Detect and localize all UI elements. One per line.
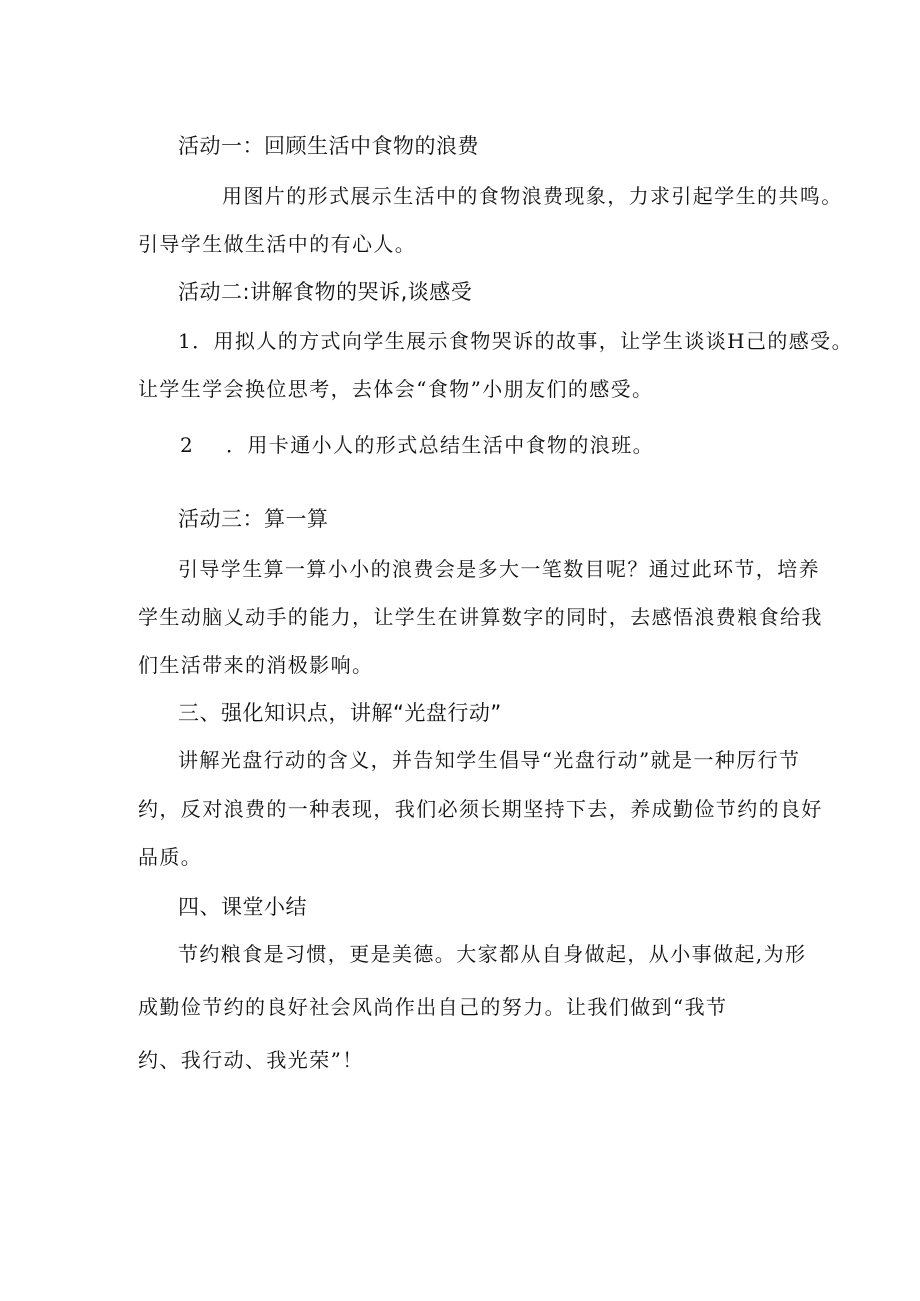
section3-para-line-3: 品质。: [138, 845, 203, 869]
section4-para-line-1: 节约粮食是习惯，更是美德。大家都从自身做起，从小事做起,为形: [178, 942, 807, 966]
activity3-para-line-2: 学生动脑乂动手的能力，让学生在讲算数字的同时，去感悟浪费粮食给我: [138, 605, 823, 629]
section4-heading: 四、课堂小结: [178, 895, 307, 919]
activity2-item1-line-1: 1．用拟人的方式向学生展示食物哭诉的故事，让学生谈谈H己的感受。: [178, 329, 853, 353]
section3-para-line-1: 讲解光盘行动的含义，并告知学生倡导“光盘行动”就是一种厉行节: [178, 748, 801, 772]
activity3-para-line-1: 引导学生算一算小小的浪费会是多大一笔数目呢？通过此环节，培养: [178, 557, 820, 581]
activity1-para-line-2: 引导学生做生活中的有心人。: [138, 232, 417, 256]
activity1-para-line-1: 用图片的形式展示生活中的食物浪费现象，力求引起学生的共鸣。: [222, 184, 843, 208]
activity1-heading: 活动一：回顾生活中食物的浪费: [178, 134, 479, 158]
section4-para-line-2: 成勤俭节约的良好社会风尚作出自己的努力。让我们做到“我节: [138, 995, 728, 1019]
activity2-heading: 活动二:讲解食物的哭诉,谈感受: [178, 280, 473, 304]
activity2-item2-number: 2: [180, 433, 195, 457]
activity3-para-line-3: 们生活带来的消极影响。: [138, 653, 374, 677]
activity2-item1-line-2: 让学生学会换位思考，去体会“食物”小朋友们的感受。: [138, 377, 654, 401]
activity2-item2-text: ．用卡通小人的形式总结生活中食物的浪班。: [226, 433, 654, 457]
section3-para-line-2: 约，反对浪费的一种表现，我们必须长期坚持下去，养成勤俭节约的良好: [138, 797, 823, 821]
activity3-heading: 活动三：算一算: [178, 507, 329, 531]
section3-heading: 三、强化知识点，讲解“光盘行动”: [178, 701, 502, 725]
section4-para-line-3: 约、我行动、我光荣”！: [138, 1048, 364, 1072]
